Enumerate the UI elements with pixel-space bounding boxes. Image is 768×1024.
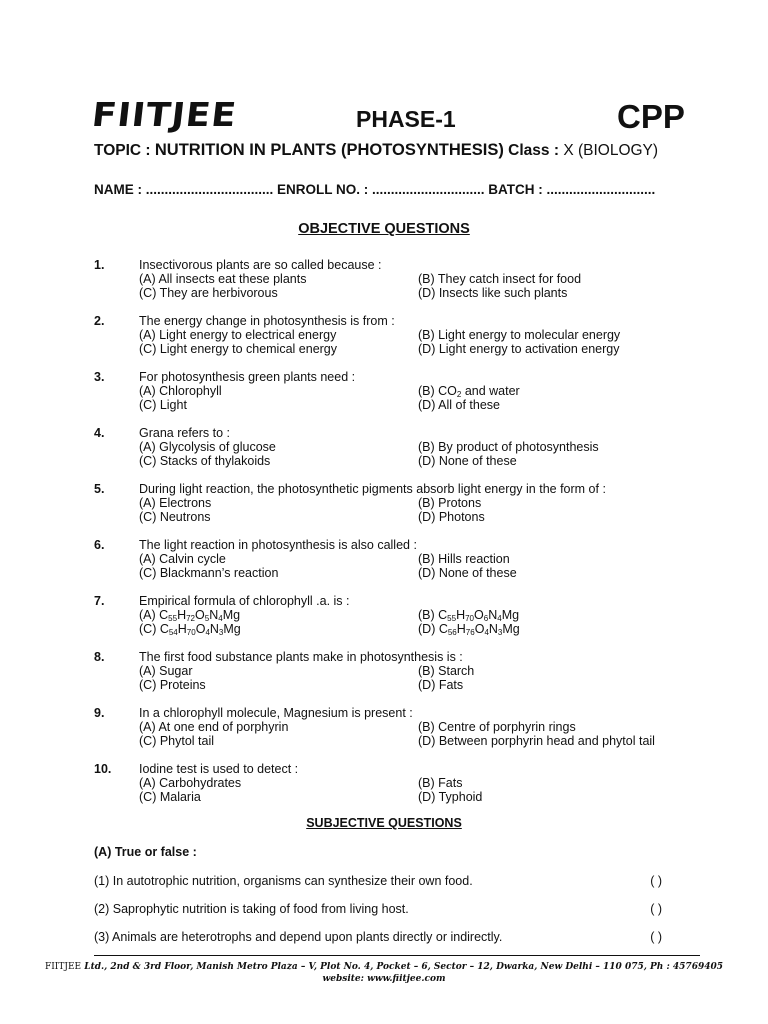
statement-text: (3) Animals are heterotrophs and depend upon plants directly or indirectly. — [94, 930, 503, 944]
phase-label: PHASE-1 — [356, 106, 456, 132]
option-c: (C) Light energy to chemical energy — [139, 342, 338, 356]
option-a: (A) Carbohydrates — [139, 776, 242, 790]
option-b: (B) Protons — [418, 496, 482, 510]
option-d: (D) None of these — [418, 566, 517, 580]
option-d: (D) All of these — [418, 398, 500, 412]
topic-line — [94, 141, 658, 161]
option-b: (B) Fats — [418, 776, 463, 790]
option-d: (D) Fats — [418, 678, 464, 692]
option-b: (B) Starch — [418, 664, 475, 678]
footer-website: website: www.fiitjee.com — [322, 974, 446, 984]
option-c: (C) Proteins — [139, 678, 206, 692]
question-stem: Empirical formula of chlorophyll .a. is : — [139, 594, 350, 608]
answer-blank: ( ) — [650, 930, 662, 944]
option-c: (C) Malaria — [139, 790, 201, 804]
true-false-statement-2 — [94, 902, 662, 916]
option-c: (C) Neutrons — [139, 510, 211, 524]
subjective-heading: SUBJECTIVE QUESTIONS — [306, 816, 462, 830]
option-a: (A) Light energy to electrical energy — [139, 328, 337, 342]
option-a: (A) All insects eat these plants — [139, 272, 307, 286]
option-a: (A) $C_{55}H_{72}O_5N_4Mg$ — [139, 608, 241, 623]
option-d: (D) Typhoid — [418, 790, 483, 804]
topic-title: NUTRITION IN PLANTS (PHOTOSYNTHESIS) — [154, 141, 504, 159]
option-d: (D) Between porphyrin head and phytol tail — [418, 734, 655, 748]
class-label: Class : — [508, 142, 559, 159]
question-number: 8. — [94, 650, 105, 664]
question-number: 1. — [94, 258, 105, 272]
question-number: 7. — [94, 594, 105, 608]
statement-text: (2) Saprophytic nutrition is taking of food from living host. — [94, 902, 409, 916]
option-b: (B) $CO_2$ and water — [418, 384, 520, 399]
option-a: (A) Electrons — [139, 496, 212, 510]
option-a: (A) At one end of porphyrin — [139, 720, 289, 734]
option-a: (A) Sugar — [139, 664, 193, 678]
question-stem: The light reaction in photosynthesis is also called : — [139, 538, 417, 552]
question-number: 5. — [94, 482, 105, 496]
question-number: 9. — [94, 706, 105, 720]
footer-brand: FIITJEE — [44, 962, 82, 972]
question-number: 2. — [94, 314, 105, 328]
option-c: (C) Phytol tail — [139, 734, 215, 748]
question-stem: During light reaction, the photosynthetic pigments absorb light energy in the form of : — [139, 482, 606, 496]
option-c: (C) Light — [139, 398, 187, 412]
option-a: (A) Chlorophyll — [139, 384, 222, 398]
question-stem: Insectivorous plants are so called because : — [139, 258, 382, 272]
question-stem: For photosynthesis green plants need : — [139, 370, 356, 384]
option-c: (C) Blackmann’s reaction — [139, 566, 279, 580]
option-b: (B) Light energy to molecular energy — [418, 328, 621, 342]
fiitjee-logo: FIITJEE — [89, 95, 240, 134]
footer-address-line — [0, 961, 768, 973]
question-number: 3. — [94, 370, 105, 384]
statement-text: (1) In autotrophic nutrition, organisms can synthesize their own food. — [94, 874, 473, 888]
class-value: X (BIOLOGY) — [563, 142, 659, 159]
option-d: (D) Photons — [418, 510, 485, 524]
answer-blank: ( ) — [650, 902, 662, 916]
option-d: (D) None of these — [418, 454, 517, 468]
option-d: (D) Light energy to activation energy — [418, 342, 620, 356]
question-number: 10. — [94, 762, 112, 776]
question-stem: The first food substance plants make in photosynthesis is : — [139, 650, 463, 664]
question-stem: Grana refers to : — [139, 426, 231, 440]
option-d: (D) Insects like such plants — [418, 286, 568, 300]
objective-heading: OBJECTIVE QUESTIONS — [298, 221, 470, 237]
footer-address: Ltd., 2nd & 3rd Floor, Manish Metro Plaza – V, Plot No. 4, Pocket – 6, Sector – 12, Dwarka, New Delhi – 110 075, Ph : 45769405 — [84, 962, 724, 972]
cpp-label: CPP — [617, 98, 685, 135]
question-number: 4. — [94, 426, 105, 440]
option-d: (D) $C_{56}H_{76}O_4N_3Mg$ — [418, 622, 520, 637]
option-c: (C) $C_{54}H_{70}O_4N_3Mg$ — [139, 622, 241, 637]
true-false-statement-1 — [94, 874, 662, 888]
true-false-statement-3 — [94, 930, 662, 944]
true-false-heading: (A) True or false : — [94, 845, 197, 859]
option-a: (A) Glycolysis of glucose — [139, 440, 276, 454]
question-number: 6. — [94, 538, 105, 552]
option-b: (B) Centre of porphyrin rings — [418, 720, 576, 734]
option-b: (B) They catch insect for food — [418, 272, 582, 286]
question-stem: Iodine test is used to detect : — [139, 762, 299, 776]
option-b: (B) $C_{55}H_{70}O_6N_4Mg$ — [418, 608, 520, 623]
question-stem: In a chlorophyll molecule, Magnesium is present : — [139, 706, 413, 720]
name-enroll-batch-row: NAME : .................................. ENROLL NO. : .............................. BATCH : ............................. — [94, 182, 656, 197]
topic-prefix: TOPIC : — [94, 142, 151, 159]
footer-divider — [94, 955, 700, 956]
footer — [0, 961, 768, 985]
option-c: (C) They are herbivorous — [139, 286, 278, 300]
option-b: (B) By product of photosynthesis — [418, 440, 599, 454]
option-c: (C) Stacks of thylakoids — [139, 454, 271, 468]
option-a: (A) Calvin cycle — [139, 552, 226, 566]
question-stem: The energy change in photosynthesis is from : — [139, 314, 395, 328]
option-b: (B) Hills reaction — [418, 552, 510, 566]
answer-blank: ( ) — [650, 874, 662, 888]
